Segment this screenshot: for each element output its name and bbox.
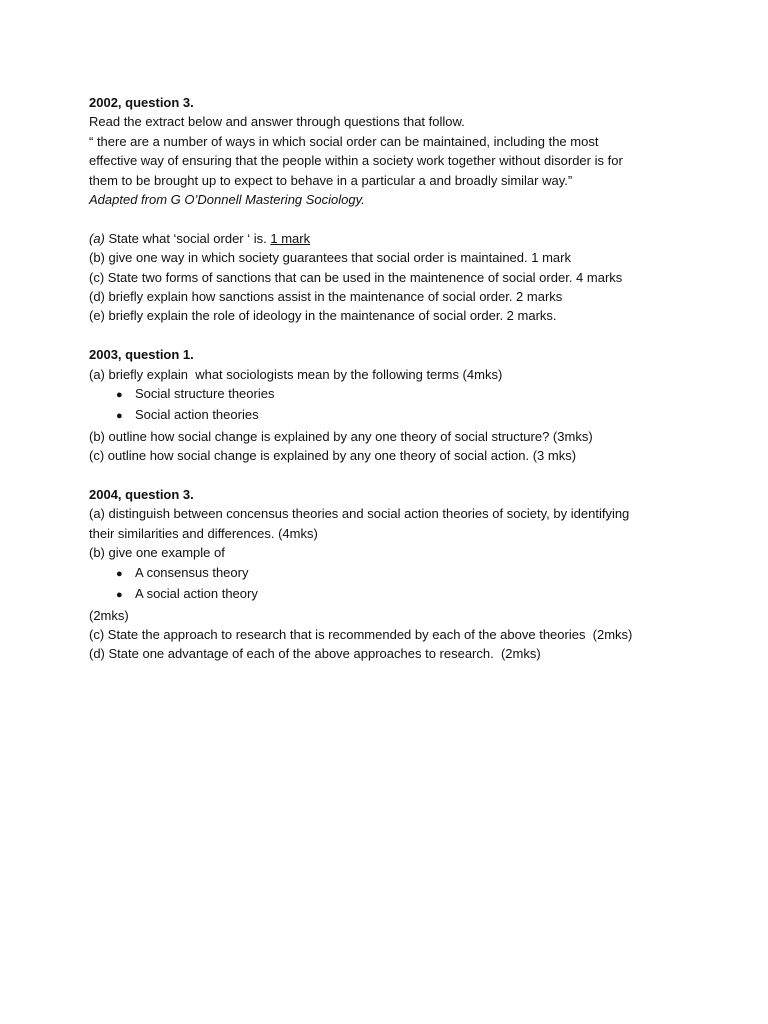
spacer	[89, 209, 689, 228]
bullet-text: Social action theories	[135, 407, 259, 423]
bullet-icon: ●	[116, 410, 123, 423]
spacer	[89, 326, 689, 345]
part-text: State what ‘social order ‘ is.	[104, 230, 271, 246]
question-heading-2003: 2003, question 1.	[89, 347, 194, 363]
question-heading-2002: 2002, question 3.	[89, 95, 194, 110]
part-b-marks: (2mks)	[89, 607, 129, 623]
bullet-icon: ●	[116, 589, 123, 602]
question-part-a-cont: their similarities and differences. (4mks)	[89, 525, 318, 541]
question-part-d: (d) briefly explain how sanctions assist in the maintenance of social order. 2 marks	[89, 289, 563, 305]
intro-text: Read the extract below and answer through questions that follow.	[89, 114, 465, 130]
quote-source: Adapted from G O’Donnell Mastering Sociology.	[89, 192, 365, 208]
quote-line: “ there are a number of ways in which social order can be maintained, including the most	[89, 133, 599, 149]
part-label: (a)	[89, 230, 105, 246]
bullet-icon: ●	[116, 567, 123, 580]
question-part-b: (b) give one way in which society guarantees that social order is maintained. 1 mark	[89, 250, 571, 266]
question-part-d: (d) State one advantage of each of the above approaches to research. (2mks)	[89, 646, 541, 662]
question-part-c: (c) outline how social change is explained by any one theory of social action. (3 mks)	[89, 448, 577, 464]
question-part-c: (c) State two forms of sanctions that can be used in the maintenence of social order. 4 marks	[89, 269, 623, 285]
quote-line: effective way of ensuring that the people within a society work together without disorder is for	[89, 153, 623, 169]
bullet-item	[89, 405, 689, 426]
bullet-item	[89, 384, 689, 405]
bullet-text: A social action theory	[135, 586, 258, 602]
bullet-text: Social structure theories	[135, 386, 275, 402]
question-part-a: (a) briefly explain what sociologists mean by the following terms (4mks)	[89, 366, 503, 382]
bullet-item	[89, 584, 689, 605]
question-part-a: (a) distinguish between concensus theories and social action theories of society, by identifying	[89, 506, 630, 522]
bullet-icon: ●	[116, 389, 123, 402]
bullet-text: A consensus theory	[135, 564, 249, 580]
question-part-b: (b) outline how social change is explained by any one theory of social structure? (3mks)	[89, 428, 593, 444]
spacer	[89, 466, 689, 485]
question-part-a	[89, 229, 689, 248]
question-part-c: (c) State the approach to research that is recommended by each of the above theories (2mks)	[89, 626, 633, 642]
part-marks: 1 mark	[270, 230, 311, 246]
bullet-item	[89, 563, 689, 584]
quote-line: them to be brought up to expect to behave in a particular a and broadly similar way.”	[89, 172, 573, 188]
question-part-b: (b) give one example of	[89, 545, 225, 561]
question-heading-2004: 2004, question 3.	[89, 487, 194, 503]
document-body	[89, 93, 689, 664]
question-part-e: (e) briefly explain the role of ideology in the maintenance of social order. 2 marks.	[89, 308, 557, 324]
